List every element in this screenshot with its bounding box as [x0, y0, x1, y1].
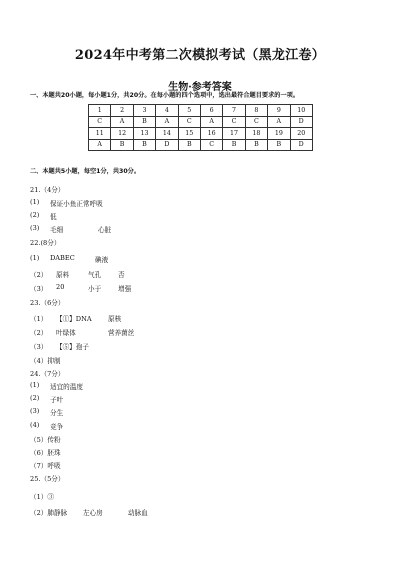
- answer-label: (3): [30, 224, 40, 232]
- table-cell: 11: [89, 128, 111, 140]
- table-row: [89, 139, 313, 151]
- table-cell: D: [290, 139, 312, 151]
- table-row: [89, 128, 313, 140]
- answer-label: 22.(8分）: [30, 239, 61, 247]
- answer-label: （6）胚珠: [30, 449, 61, 457]
- page-title: 2024年中考第二次模拟考试（黑龙江卷）: [74, 48, 326, 63]
- table-cell: 12: [111, 128, 133, 140]
- section-1-heading: 一、本题共20小题，每小题1分，共20分。在每小题的四个选项中，选出最符合题目要求的一项。: [30, 92, 300, 99]
- table-cell: 5: [178, 105, 200, 117]
- answer-label: (1): [30, 198, 40, 206]
- answer-label: （3）: [30, 343, 48, 351]
- table-cell: B: [178, 139, 200, 151]
- answer-label: 23.（6分）: [30, 299, 65, 307]
- answer-text: 毛细: [50, 226, 64, 234]
- answer-label: （2）肺静脉: [30, 509, 68, 517]
- table-cell: C: [178, 116, 200, 128]
- answer-label: （1）: [30, 315, 48, 323]
- section-2-heading: 二、本题共5小题，每空1分，共30分。: [30, 168, 141, 175]
- table-cell: D: [156, 139, 178, 151]
- table-cell: 9: [268, 105, 290, 117]
- table-cell: 7: [223, 105, 245, 117]
- answer-text: 【①】DNA: [56, 315, 92, 323]
- answer-label: (3): [30, 407, 40, 415]
- answer-text: 【⑤】孢子: [56, 343, 89, 351]
- table-cell: A: [268, 116, 290, 128]
- table-cell: 14: [156, 128, 178, 140]
- table-cell: 10: [290, 105, 312, 117]
- answer-text: 营养菌丝: [108, 329, 135, 337]
- table-cell: 2: [111, 105, 133, 117]
- answer-label: (2): [30, 211, 40, 219]
- page-subtitle: 生物·参考答案: [168, 82, 232, 93]
- table-cell: 3: [133, 105, 155, 117]
- table-cell: 16: [200, 128, 222, 140]
- table-cell: B: [268, 139, 290, 151]
- answer-label: (1): [30, 381, 40, 389]
- table-cell: 15: [178, 128, 200, 140]
- answer-text: DABEC: [50, 254, 75, 262]
- answer-text: 低: [50, 213, 57, 221]
- answer-text: 原料: [56, 271, 70, 279]
- answer-text: 子叶: [50, 396, 64, 404]
- answer-label: （2）: [30, 271, 48, 279]
- table-cell: A: [89, 139, 111, 151]
- answer-label: (1): [30, 254, 40, 262]
- table-cell: 8: [245, 105, 267, 117]
- table-cell: C: [245, 116, 267, 128]
- answer-label: 24.（7分）: [30, 370, 65, 378]
- table-cell: 18: [245, 128, 267, 140]
- answer-table: [88, 104, 313, 151]
- table-cell: 17: [223, 128, 245, 140]
- answer-label: （5）传粉: [30, 436, 61, 444]
- table-cell: D: [290, 116, 312, 128]
- answer-label: （2）: [30, 329, 48, 337]
- table-row: [89, 105, 313, 117]
- answer-text: 原核: [108, 315, 122, 323]
- answer-text: 心脏: [98, 226, 112, 234]
- table-cell: B: [223, 139, 245, 151]
- table-cell: C: [89, 116, 111, 128]
- table-cell: A: [111, 116, 133, 128]
- table-cell: C: [223, 116, 245, 128]
- table-cell: 19: [268, 128, 290, 140]
- table-cell: C: [200, 139, 222, 151]
- table-cell: A: [200, 116, 222, 128]
- table-cell: B: [133, 116, 155, 128]
- answer-text: 碘液: [95, 256, 109, 264]
- answer-text: 竞争: [50, 423, 64, 431]
- answer-label: （1）③: [30, 493, 54, 501]
- answer-label: （4）抑制: [30, 357, 61, 365]
- table-cell: B: [111, 139, 133, 151]
- table-cell: 6: [200, 105, 222, 117]
- table-cell: 20: [290, 128, 312, 140]
- answer-text: 叶绿体: [56, 329, 76, 337]
- answer-label: (4): [30, 421, 40, 429]
- answer-label: 25.（5分）: [30, 475, 65, 483]
- table-cell: 1: [89, 105, 111, 117]
- answer-text: 否: [118, 271, 125, 279]
- table-cell: 4: [156, 105, 178, 117]
- table-row: [89, 116, 313, 128]
- answer-text: 适宜的温度: [50, 383, 83, 391]
- answer-text: 小于: [88, 285, 102, 293]
- answer-label: （3）: [30, 285, 48, 293]
- answer-label: （7）呼吸: [30, 462, 61, 470]
- answer-text: 气孔: [88, 271, 102, 279]
- answer-label: (2): [30, 394, 40, 402]
- answer-text: 动脉血: [128, 509, 148, 517]
- answer-label: 21.（4分）: [30, 186, 65, 194]
- answer-text: 左心房: [83, 509, 103, 517]
- answer-text: 增强: [118, 285, 132, 293]
- answer-text: 20: [56, 283, 65, 291]
- table-cell: B: [133, 139, 155, 151]
- table-cell: 13: [133, 128, 155, 140]
- table-cell: A: [156, 116, 178, 128]
- answer-text: 分生: [50, 409, 64, 417]
- answer-text: 保证小鱼正常呼吸: [50, 200, 103, 208]
- table-cell: B: [245, 139, 267, 151]
